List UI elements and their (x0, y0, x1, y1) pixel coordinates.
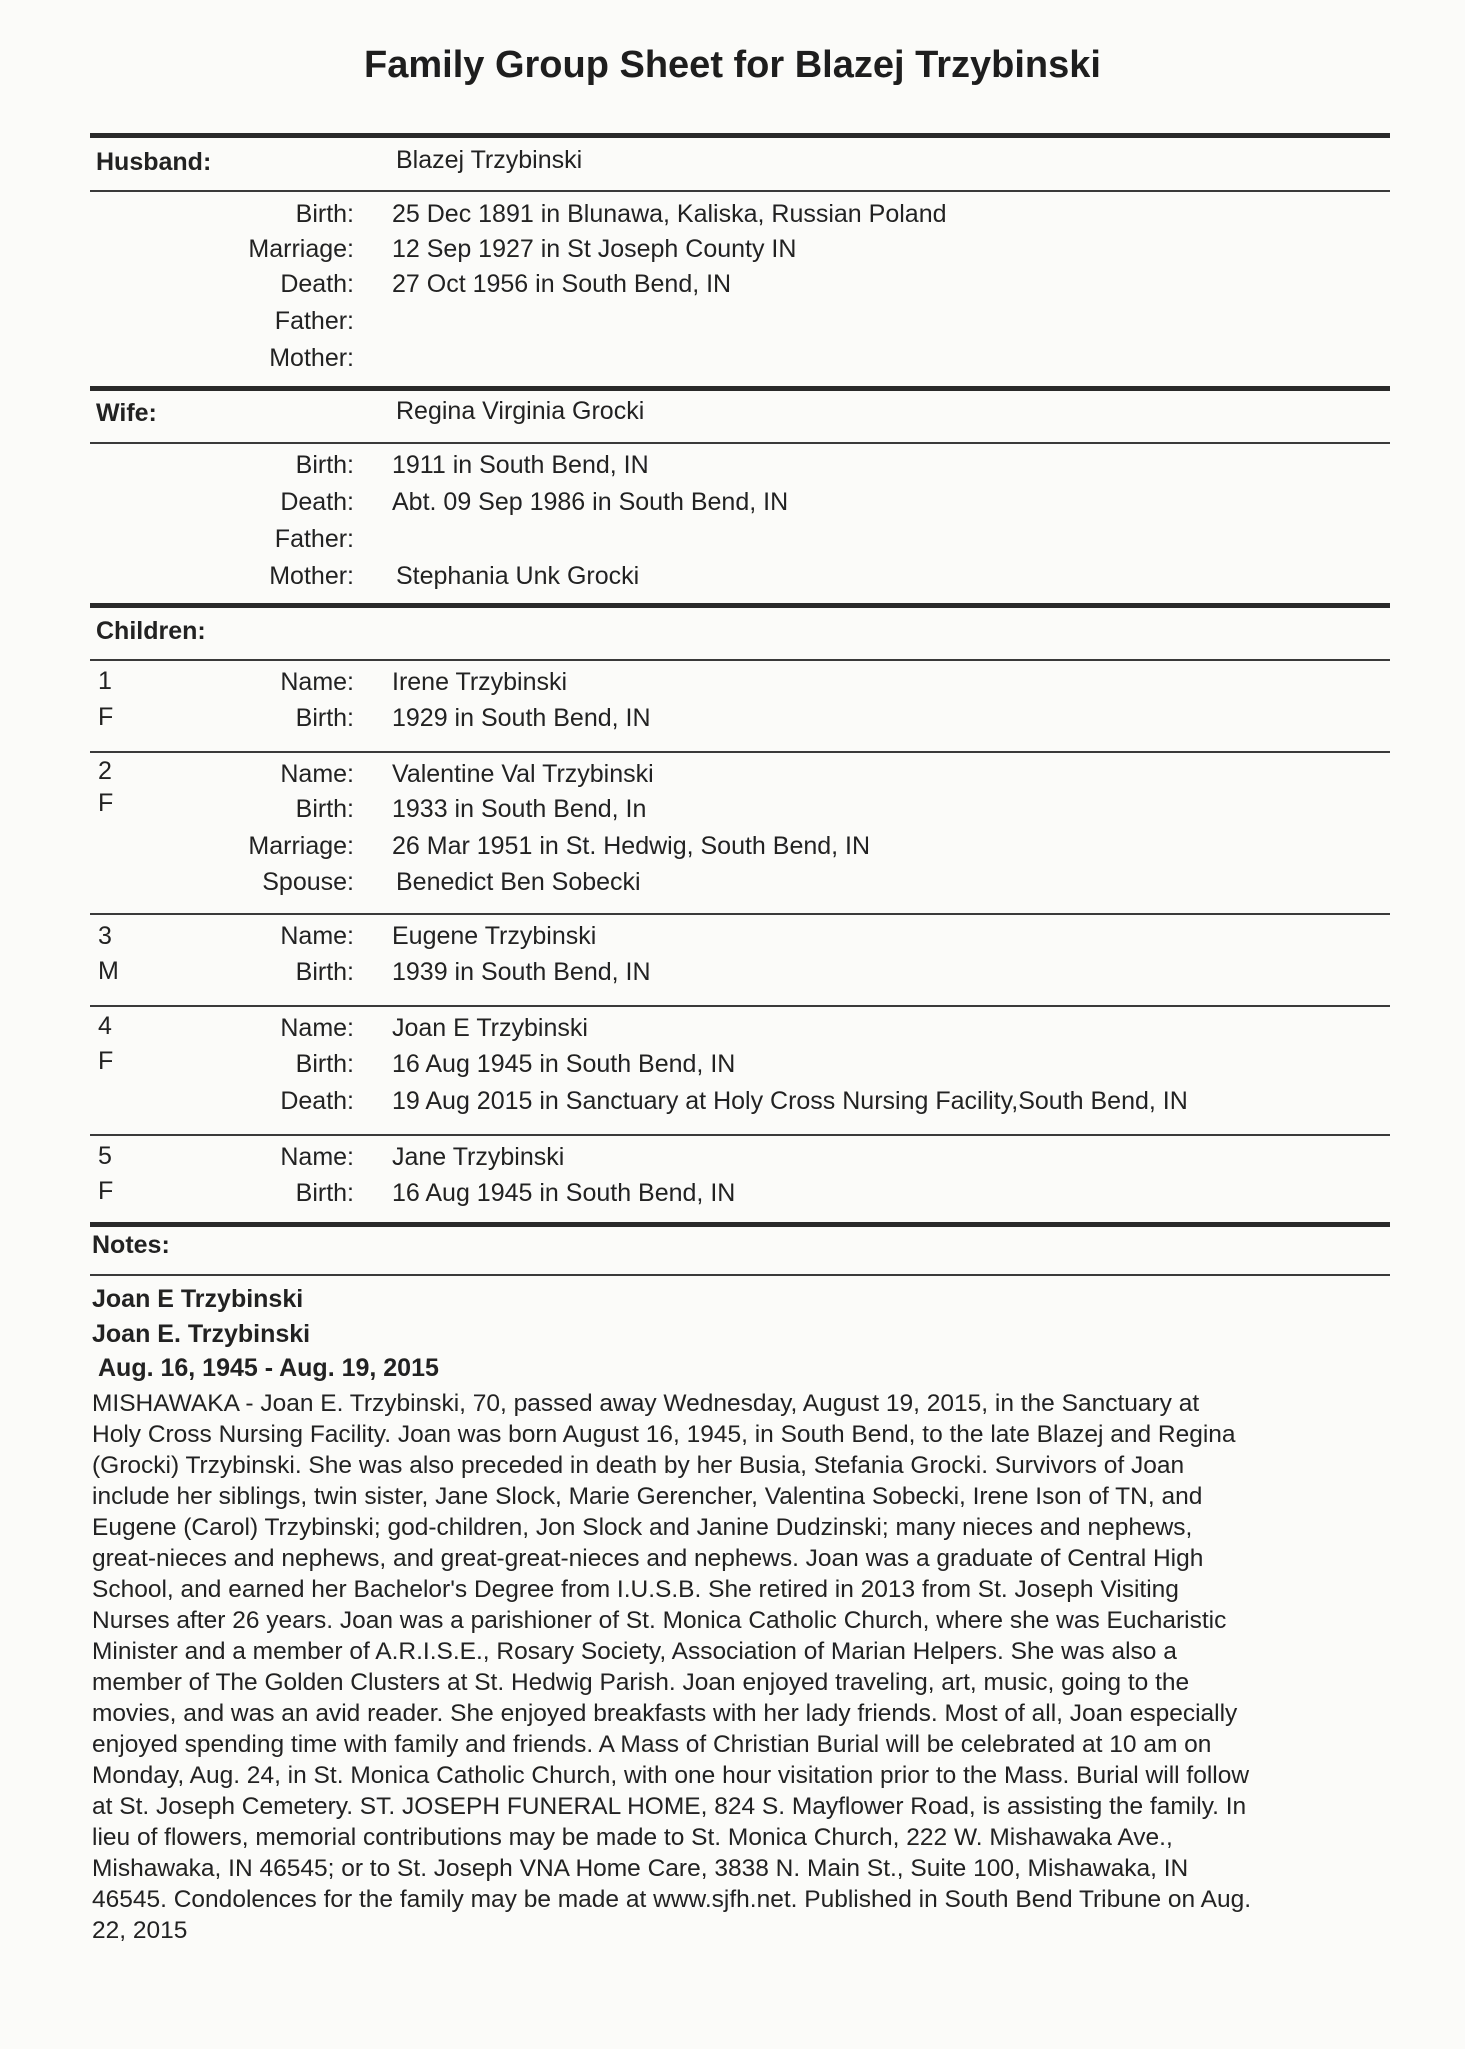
child-birth-label: Birth: (295, 1050, 354, 1078)
husband-marriage-value: 12 Sep 1927 in St Joseph County IN (392, 235, 797, 263)
wife-label: Wife: (96, 399, 157, 427)
child-number: 1 (98, 667, 112, 695)
child-sex: F (98, 1177, 114, 1205)
child-number: 5 (98, 1142, 112, 1170)
section-rule (90, 386, 1390, 391)
child-number: 3 (98, 922, 112, 950)
wife-birth-label: Birth: (295, 451, 354, 479)
divider (90, 659, 1390, 661)
child-birth-label: Birth: (295, 958, 354, 986)
divider (90, 1134, 1390, 1136)
wife-death-value: Abt. 09 Sep 1986 in South Bend, IN (392, 488, 789, 516)
child-number: 2 (98, 757, 112, 785)
wife-mother-label: Mother: (269, 562, 354, 590)
wife-father-label: Father: (274, 525, 354, 553)
child-death-label: Death: (280, 1087, 354, 1115)
husband-death-label: Death: (280, 270, 354, 298)
child-sex: M (98, 957, 119, 985)
notes-heading: Joan E Trzybinski (92, 1285, 304, 1313)
child-name-value: Eugene Trzybinski (392, 922, 597, 950)
husband-name: Blazej Trzybinski (396, 146, 583, 174)
husband-father-label: Father: (274, 307, 354, 335)
husband-death-value: 27 Oct 1956 in South Bend, IN (392, 270, 732, 298)
page-title: Family Group Sheet for Blazej Trzybinski (364, 44, 1101, 86)
child-birth-label: Birth: (295, 795, 354, 823)
child-name-value: Jane Trzybinski (392, 1143, 565, 1171)
children-label: Children: (96, 617, 206, 645)
child-sex: F (98, 789, 114, 817)
child-marriage-label: Marriage: (248, 832, 354, 860)
child-marriage-value: 26 Mar 1951 in St. Hedwig, South Bend, IN (392, 832, 871, 860)
section-rule (90, 1222, 1390, 1227)
wife-death-label: Death: (280, 488, 354, 516)
divider (90, 442, 1390, 444)
child-name-value: Joan E Trzybinski (392, 1014, 588, 1042)
child-birth-value: 1939 in South Bend, IN (392, 958, 651, 986)
wife-birth-value: 1911 in South Bend, IN (392, 451, 649, 479)
child-name-label: Name: (280, 1143, 354, 1171)
child-name-value: Irene Trzybinski (392, 668, 568, 696)
obituary-text: MISHAWAKA - Joan E. Trzybinski, 70, passed away Wednesday, August 19, 2015, in the Sanctuary at Holy Cross Nursing Facility. Joan was born August 16, 1945, in South Bend, to the late Blazej and Regina (Grocki) Trzybinski. She was also preceded in death by her Busia, Stefania Grocki. Survivors of Joan include her siblings, twin sister, Jane Slock, Marie Gerencher, Valentina Sobecki, Irene Ison of TN, and Eugene (Carol) Trzybinski; god-children, Jon Slock and Janine Dudzinski; many nieces and nephews, great-nieces and nephews, and great-great-nieces and nephews. Joan was a graduate of Central High School, and earned her Bachelor's Degree from I.U.S.B. She retired in 2013 from St. Joseph Visiting Nurses after 26 years. Joan was a parishioner of St. Monica Catholic Church, where she was Eucharistic Minister and a member of A.R.I.S.E., Rosary Society, Association of Marian Helpers. She was also a member of The Golden Clusters at St. Hedwig Parish. Joan enjoyed traveling, art, music, going to the movies, and was an avid reader. She enjoyed breakfasts with her lady friends. Most of all, Joan especially enjoyed spending time with family and friends. A Mass of Christian Burial will be celebrated at 10 am on Monday, Aug. 24, in St. Monica Catholic Church, with one hour visitation prior to the Mass. Burial will follow at St. Joseph Cemetery. ST. JOSEPH FUNERAL HOME, 824 S. Mayflower Road, is assisting the family. In lieu of flowers, memorial contributions may be made to St. Monica Church, 222 W. Mishawaka Ave., Mishawaka, IN 46545; or to St. Joseph VNA Home Care, 3838 N. Main St., Suite 100, Mishawaka, IN 46545. Condolences for the family may be made at www.sjfh.net. Published in South Bend Tribune on Aug. 22, 2015 (92, 1390, 1252, 1944)
child-spouse-label: Spouse: (262, 868, 354, 896)
divider (90, 913, 1390, 915)
child-name-label: Name: (280, 760, 354, 788)
child-birth-label: Birth: (295, 704, 354, 732)
husband-mother-label: Mother: (269, 344, 354, 372)
child-name-label: Name: (280, 668, 354, 696)
divider (90, 751, 1390, 753)
child-birth-value: 1933 in South Bend, In (392, 795, 647, 823)
obituary-name: Joan E. Trzybinski (92, 1320, 311, 1348)
wife-mother-value: Stephania Unk Grocki (396, 562, 640, 590)
child-birth-value: 16 Aug 1945 in South Bend, IN (392, 1179, 736, 1207)
husband-birth-label: Birth: (295, 200, 354, 228)
child-birth-value: 1929 in South Bend, IN (392, 704, 651, 732)
child-birth-label: Birth: (295, 1179, 354, 1207)
husband-label: Husband: (96, 148, 212, 176)
child-sex: F (98, 703, 114, 731)
child-name-label: Name: (280, 922, 354, 950)
child-spouse-value: Benedict Ben Sobecki (396, 868, 641, 896)
divider (90, 1005, 1390, 1007)
wife-name: Regina Virginia Grocki (396, 397, 645, 425)
child-name-label: Name: (280, 1014, 354, 1042)
husband-birth-value: 25 Dec 1891 in Blunawa, Kaliska, Russian Poland (392, 200, 947, 228)
child-sex: F (98, 1047, 114, 1075)
child-death-value: 19 Aug 2015 in Sanctuary at Holy Cross Nursing Facility,South Bend, IN (392, 1087, 1188, 1115)
section-rule (90, 603, 1390, 608)
divider (90, 1274, 1390, 1276)
obituary-dates: Aug. 16, 1945 - Aug. 19, 2015 (98, 1354, 439, 1382)
child-name-value: Valentine Val Trzybinski (392, 760, 654, 788)
child-birth-value: 16 Aug 1945 in South Bend, IN (392, 1050, 736, 1078)
section-rule (90, 133, 1390, 138)
notes-label: Notes: (92, 1231, 170, 1259)
child-number: 4 (98, 1012, 112, 1040)
divider (90, 190, 1390, 192)
husband-marriage-label: Marriage: (248, 235, 354, 263)
